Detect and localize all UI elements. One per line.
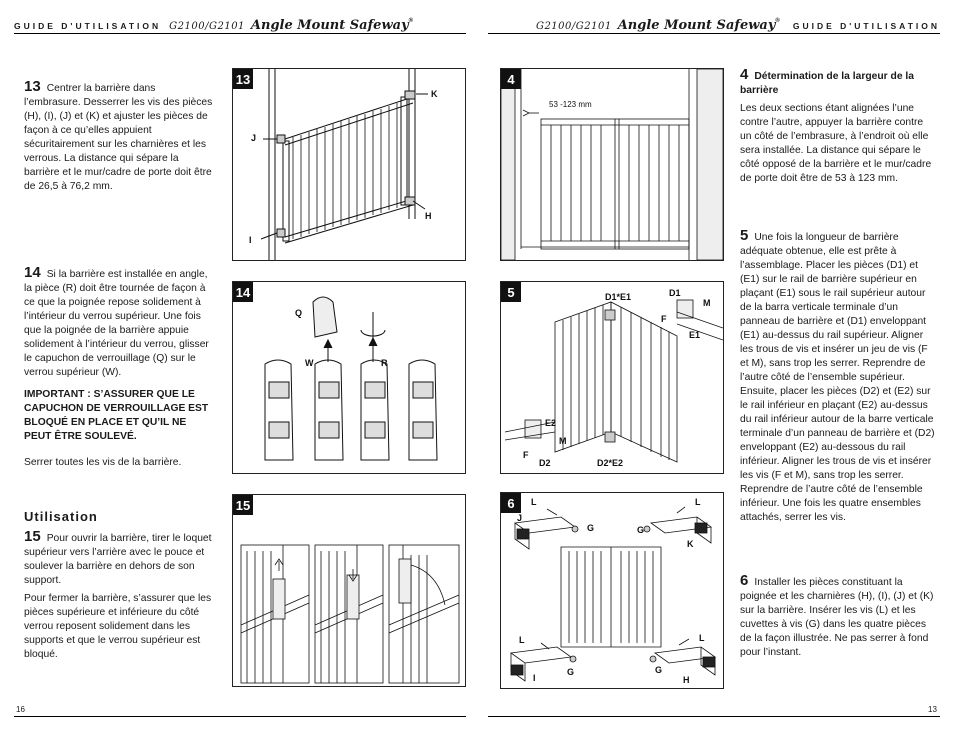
- step-5-number: 5: [740, 227, 749, 244]
- header-rule-left: [14, 33, 466, 34]
- figure-6-label-h: H: [683, 675, 690, 685]
- figure-5-label-e1: E1: [689, 330, 701, 340]
- figure-6-label-g-4: G: [655, 665, 663, 675]
- figure-6-drawing: [501, 493, 723, 688]
- figure-15-badge: 15: [233, 495, 253, 515]
- figure-6-badge: 6: [501, 493, 521, 513]
- figure-6-label-l-3: L: [519, 635, 525, 645]
- figure-13-label-j: J: [251, 133, 257, 143]
- header-model-right: G2100/G2101: [535, 21, 612, 32]
- figure-13-label-i: I: [249, 235, 252, 245]
- figure-5: [500, 281, 724, 474]
- header-left: [14, 18, 416, 33]
- step-6-body: Installer les pièces constituant la poignée et les charnières (H), (I), (J) et (K) sur la barrière. Insérer les vis (L) et les cuvettes à vis (G) dans les quatre pièces de la façon illustrée. Ne pas serrer à fond pour l’instant.: [740, 577, 934, 658]
- footer-rule-right: [488, 716, 940, 717]
- figure-6-label-g-2: G: [637, 525, 645, 535]
- figure-6-label-k: K: [687, 539, 694, 549]
- header-brand-right: Angle Mount Safeway: [617, 18, 776, 33]
- figure-5-label-d1: D1: [669, 288, 681, 298]
- step-13-number: 13: [24, 78, 41, 95]
- step-4-body: Les deux sections étant alignées l’une contre l’autre, appuyer la barrière contre un côté de l’embrasure, à l’endroit où elle sera installée. La distance qui sépare le côté opposé de la barrière et le mur/cadre de porte doit être de 53 à 123 mm.: [740, 103, 932, 184]
- header-title-left: GUIDE D'UTILISATION: [14, 21, 162, 31]
- figure-14-badge: 14: [233, 282, 253, 302]
- header-title-right: GUIDE D'UTILISATION: [792, 21, 940, 31]
- figure-6-label-g-1: G: [587, 523, 595, 533]
- step-13-text: [24, 80, 214, 194]
- step-6-number: 6: [740, 572, 749, 589]
- step-4-text: [740, 68, 936, 190]
- header-brand-left: Angle Mount Safeway: [250, 18, 409, 33]
- figure-13-label-k: K: [431, 89, 438, 99]
- figure-6-label-l-4: L: [699, 633, 705, 643]
- figure-13: [232, 68, 466, 261]
- step-14-text: [24, 266, 214, 474]
- figure-14-drawing: [233, 282, 465, 473]
- header-model-left: G2100/G2101: [169, 21, 245, 32]
- page-number-left: 16: [16, 705, 25, 714]
- figure-14-label-q: Q: [295, 308, 303, 318]
- figure-13-label-h: H: [425, 211, 432, 221]
- step-14-final: Serrer toutes les vis de la barrière.: [24, 457, 182, 468]
- figure-5-label-m-top: M: [703, 298, 711, 308]
- figure-14: [232, 281, 466, 474]
- step-6-text: [740, 574, 936, 660]
- figure-5-label-d2: D2: [539, 458, 551, 468]
- header-rule-right: [488, 33, 940, 34]
- header-reg-right: ®: [775, 18, 783, 24]
- figure-5-label-f-top: F: [661, 314, 667, 324]
- figure-14-label-r: R: [381, 358, 388, 368]
- figure-5-label-d1e1: D1*E1: [605, 292, 632, 302]
- step-15-text: [24, 510, 214, 666]
- step-5-body: Une fois la longueur de barrière adéquate obtenue, elle est prête à l’assemblage. Placer les pièces (D1) et (E1) sur le rail de barrière supérieur en plaçant (E1) sous le rail supérieur autour de la barra verticale terminale d’un panneau de barrière et (D1) enveloppant (E1) au-dessus du rail supérieur. Aligner les trous de vis et insérer un jeu de vis (F et M), sans trop les serrer. Reprendre de l’autre côté de l’ensemble supérieur. Ensuite, placer les pièces (D2) et (E2) sur le rail inférieur en plaçant (E2) au-dessus du rail inférieur autour de la barre verticale terminale d’un panneau de barrière et (D2) enveloppant (E2) au-dessous du rail inférieur. Aligner les trous de vis et insérer les vis (F et M), sans trop les serrer. Reprendre de l’autre côté de l’ensemble inférieur. Une fois les quatre ensembles attachés, serrer les vis.: [740, 232, 935, 523]
- step-4-title: Détermination de la largeur de la barrière: [740, 71, 914, 96]
- figure-5-drawing: [501, 282, 723, 473]
- figure-6-label-l-2: L: [695, 497, 701, 507]
- figure-6-label-i: I: [533, 673, 536, 683]
- header-right: [536, 18, 940, 33]
- step-15-body-1: Pour ouvrir la barrière, tirer le loquet supérieur vers l’arrière avec le pouce et soulever la barrière en dehors de son support.: [24, 533, 212, 586]
- page-number-right: 13: [928, 705, 937, 714]
- figure-6-label-l-1: L: [531, 497, 537, 507]
- step-14-body: Si la barrière est installée en angle, la pièce (R) doit être tournée de façon à ce que la poignée repose solidement à l’intérieur du verrou supérieur. Une fois que la poignée de la barrière appuie solidement à l’intérieur du verrou, glisser le capuchon de verrouillage (Q) sur le verrou supérieur (W).: [24, 269, 209, 378]
- figure-4-drawing: [501, 69, 723, 260]
- step-14-number: 14: [24, 264, 41, 281]
- step-5-text: [740, 229, 936, 525]
- figure-5-label-e2: E2: [545, 418, 557, 428]
- figure-15: [232, 494, 466, 687]
- figure-13-drawing: [233, 69, 465, 260]
- step-15-number: 15: [24, 528, 41, 545]
- figure-5-badge: 5: [501, 282, 521, 302]
- figure-14-label-w: W: [305, 358, 314, 368]
- figure-6-label-g-3: G: [567, 667, 575, 677]
- step-15-body-2: Pour fermer la barrière, s’assurer que les pièces supérieure et inférieure du côté verrou reposent solidement dans les supports et que le verrou supérieur est bloqué.: [24, 593, 212, 660]
- figure-6: [500, 492, 724, 689]
- step-4-number: 4: [740, 66, 749, 83]
- figure-15-drawing: [233, 495, 465, 686]
- step-14-important: IMPORTANT : S’ASSURER QUE LE CAPUCHON DE VERROUILLAGE EST BLOQUÉ EN PLACE ET QU’IL NE PEUT ÊTRE SOULEVÉ.: [24, 389, 209, 442]
- figure-4: [500, 68, 724, 261]
- figure-5-label-f-bottom: F: [523, 450, 529, 460]
- figure-4-measurement: 53 -123 mm: [549, 100, 592, 109]
- figure-5-label-d2e2: D2*E2: [597, 458, 624, 468]
- figure-5-label-m-bottom: M: [559, 436, 567, 446]
- figure-6-label-j: J: [517, 513, 523, 523]
- header-reg-left: ®: [408, 18, 417, 24]
- step-13-body: Centrer la barrière dans l’embrasure. Desserrer les vis des pièces (H), (I), (J) et (K) et ajuster les pièces de façon à ce qu’elles appuient sécuritairement sur les charnières et les verrous. La distance qui sépare la barrière et le mur/cadre de porte doit être de 26,5 à 76,2 mm.: [24, 83, 213, 192]
- utilisation-heading: Utilisation: [24, 509, 98, 524]
- footer-rule-left: [14, 716, 466, 717]
- figure-13-badge: 13: [233, 69, 253, 89]
- figure-4-badge: 4: [501, 69, 521, 89]
